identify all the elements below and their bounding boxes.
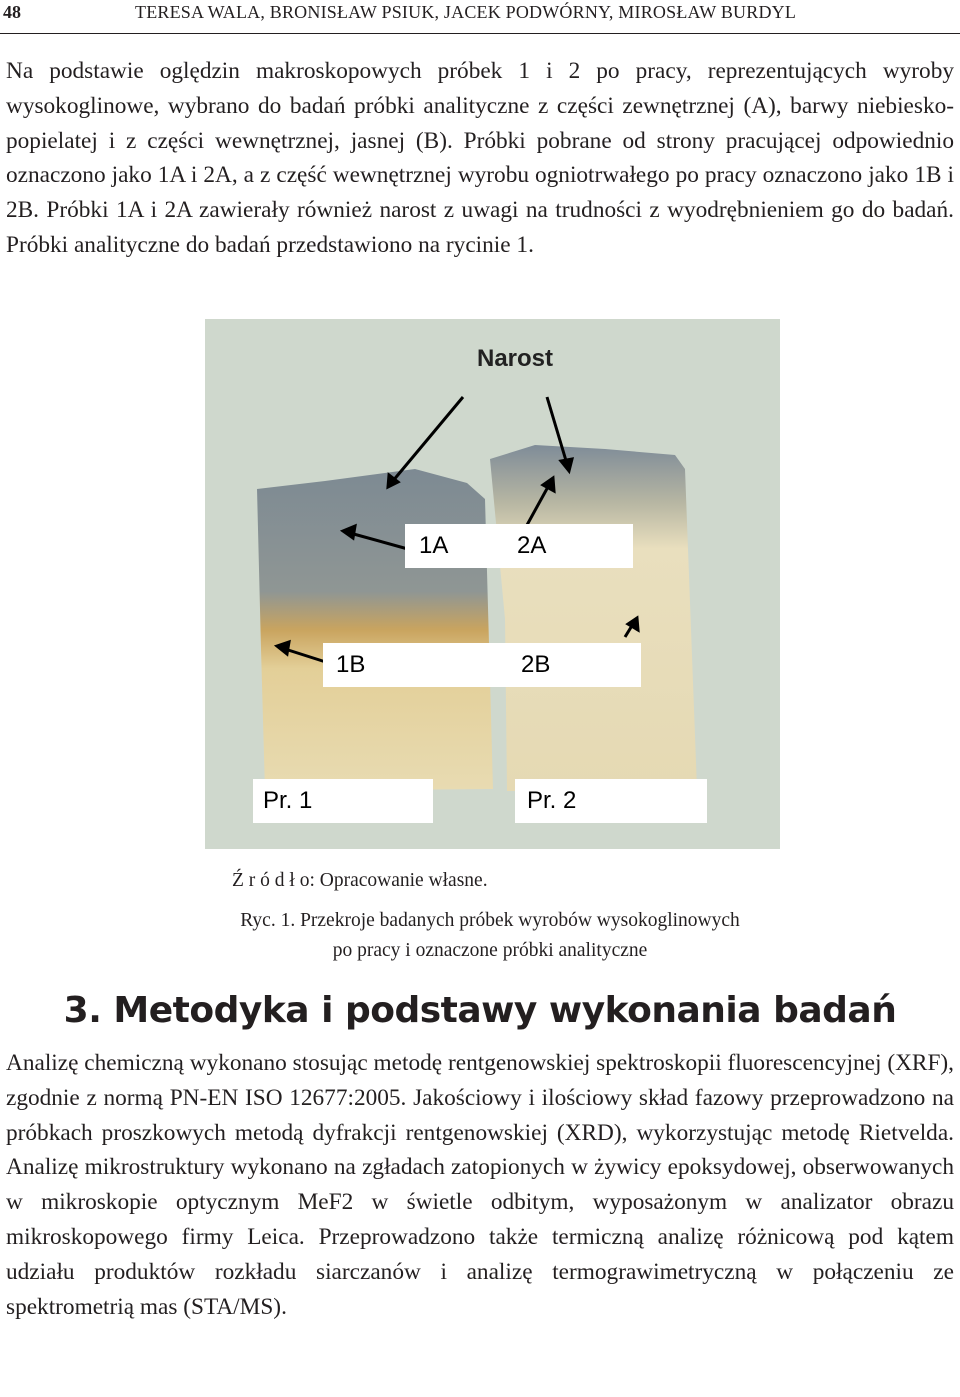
label-pr2: Pr. 2 <box>527 787 577 814</box>
label-2b: 2B <box>521 651 551 678</box>
label-box-middle <box>323 643 641 687</box>
figure-caption <box>0 906 960 966</box>
label-box-pr1 <box>253 779 433 823</box>
label-pr1: Pr. 1 <box>263 787 313 814</box>
label-1a: 1A <box>419 532 449 559</box>
header-rule <box>0 33 960 34</box>
label-box-top <box>405 524 633 568</box>
sample-2-block <box>490 445 697 791</box>
intro-paragraph: Na podstawie oględzin makroskopowych próbek 1 i 2 po pracy, reprezentujących wyroby wysokoglinowe, wybrano do badań próbki analityczne z części zewnętrznej (A), barwy niebiesko-popielatej i z części wewnętrznej, jasnej (B). Próbki pobrane od strony pracującej odpowiednio oznaczono jako 1A i 2A, a z część wewnętrznej wyrobu ogniotrwałego po pracy oznaczono jako 1B i 2B. Próbki 1A i 2A zawierały również narost z uwagi na trudności z wyodrębnieniem go do badań. Próbki analityczne do badań przedstawiono na rycinie 1. <box>6 58 954 258</box>
sample-1-block <box>257 469 493 791</box>
section-paragraph: Analizę chemiczną wykonano stosując metodę rentgenowskiej spektroskopii fluorescencyjnej (XRF), zgodnie z normą PN-EN ISO 12677:2005. Jakościowy i ilościowy skład fazowy przeprowadzono na próbkach proszkowych metodą dyfrakcji rentgenowskiej (XRD), wykorzystując metodę Rietvelda. Analizę mikrostruktury wykonano na zgładach zatopionych w żywicy epoksydowej, obserwowanych w mikroskopie optycznym MeF2 w świetle odbitym, wyposażonym w analizator obrazu mikroskopowego firmy Leica. Przeprowadzono także termiczną analizę różnicową pod kątem udziału produktów rozkładu siarczanów i analizę termograwimetryczną w połączeniu ze spektrometrią mas (STA/MS). <box>6 1050 954 1320</box>
label-1b: 1B <box>336 651 366 678</box>
figure-source: Ź r ó d ł o: Opracowanie własne. <box>232 870 488 891</box>
figure-photo <box>205 319 780 849</box>
page-number: 48 <box>3 2 21 22</box>
sample-photo-illustration <box>205 319 780 849</box>
caption-line-2: po pracy i oznaczone próbki analityczne <box>332 940 648 961</box>
label-2a: 2A <box>517 532 547 559</box>
caption-line-1: Ryc. 1. Przekroje badanych próbek wyrobów wysokoglinowych <box>240 910 740 931</box>
page-header <box>0 0 960 36</box>
running-head: TERESA WALA, BRONISŁAW PSIUK, JACEK PODWÓRNY, MIROSŁAW BURDYL <box>135 2 797 22</box>
section-title: 3. Metodyka i podstawy wykonania badań <box>63 990 897 1031</box>
label-box-pr2 <box>515 779 707 823</box>
label-narost: Narost <box>477 345 554 372</box>
